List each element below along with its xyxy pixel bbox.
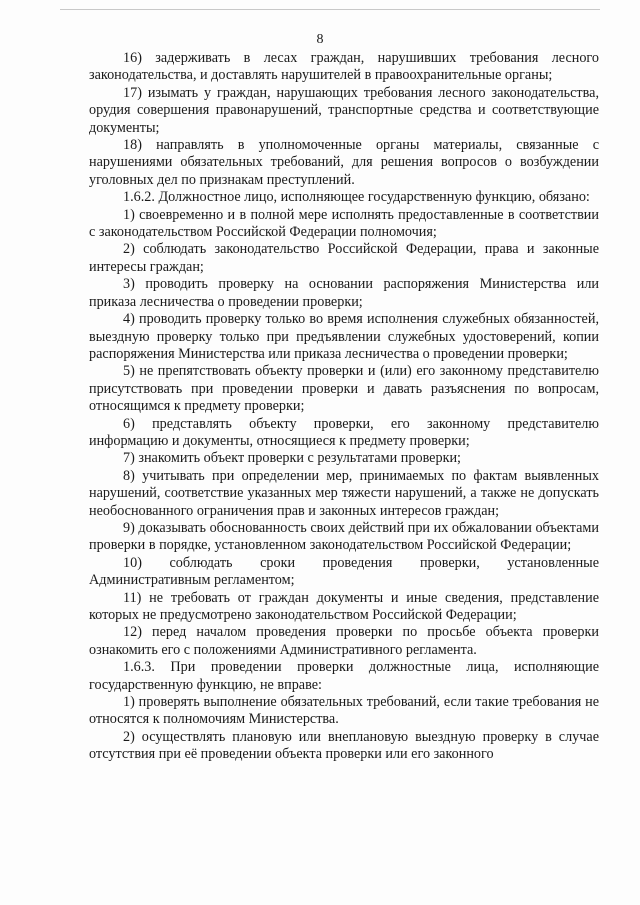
paragraph: 16) задерживать в лесах граждан, нарушивших требования лесного законодательства, и доставлять нарушителей в правоохранительные органы; <box>89 50 599 84</box>
paragraph: 1.6.3. При проведении проверки должностные лица, исполняющие государственную функцию, не вправе: <box>89 659 599 693</box>
paragraph: 4) проводить проверку только во время исполнения служебных обязанностей, выездную проверку только при предъявлении служебных удостоверений, копии распоряжения Министерства или приказа лесничества о проведении проверки; <box>89 311 599 362</box>
page-number: 8 <box>316 32 324 47</box>
paragraph: 17) изымать у граждан, нарушающих требования лесного законодательства, орудия совершения правонарушений, транспортные средства и соответствующие документы; <box>89 84 599 136</box>
paragraph: 3) проводить проверку на основании распоряжения Министерства или приказа лесничества о проведении проверки; <box>89 276 599 310</box>
paragraph: 10) соблюдать сроки проведения проверки, установленные Административным регламентом; <box>89 554 599 589</box>
document-body <box>89 50 599 764</box>
paragraph: 11) не требовать от граждан документы и иные сведения, представление которых не предусмотрено законодательством Российской Федерации; <box>89 589 599 623</box>
paragraph: 5) не препятствовать объекту проверки и (или) его законному представителю присутствовать при проведении проверки и давать разъяснения по вопросам, относящимся к предмету проверки; <box>89 363 599 415</box>
paragraph: 7) знакомить объект проверки с результатами проверки; <box>123 450 462 467</box>
paragraph: 12) перед началом проведения проверки по просьбе объекта проверки ознакомить его с положениями Административного регламента. <box>89 624 599 658</box>
paragraph: 2) соблюдать законодательство Российской Федерации, права и законные интересы граждан; <box>89 241 599 275</box>
paragraph: 18) направлять в уполномоченные органы материалы, связанные с нарушениями обязательных требований, для решения вопросов о возбуждении уголовных дел по признакам преступлений. <box>89 137 599 188</box>
paragraph: 6) представлять объекту проверки, его законному представителю информацию и документы, относящиеся к предмету проверки; <box>89 415 599 449</box>
scan-artifact <box>60 9 600 10</box>
paragraph: 8) учитывать при определении мер, принимаемых по фактам выявленных нарушений, соответствие указанных мер тяжести нарушений, а также не допускать необоснованного ограничения прав и законных интересов граждан; <box>89 467 599 519</box>
paragraph: 1) проверять выполнение обязательных требований, если такие требования не относятся к полномочиям Министерства. <box>89 694 599 728</box>
paragraph: 2) осуществлять плановую или внеплановую выездную проверку в случае отсутствия при её проведении объекта проверки или его законного <box>89 728 599 763</box>
paragraph: 1.6.2. Должностное лицо, исполняющее государственную функцию, обязано: <box>123 189 590 206</box>
paragraph: 1) своевременно и в полной мере исполнять предоставленные в соответствии с законодательством Российской Федерации полномочия; <box>89 206 599 241</box>
paragraph: 9) доказывать обоснованность своих действий при их обжаловании объектами проверки в порядке, установленном законодательством Российской Федерации; <box>89 519 599 554</box>
